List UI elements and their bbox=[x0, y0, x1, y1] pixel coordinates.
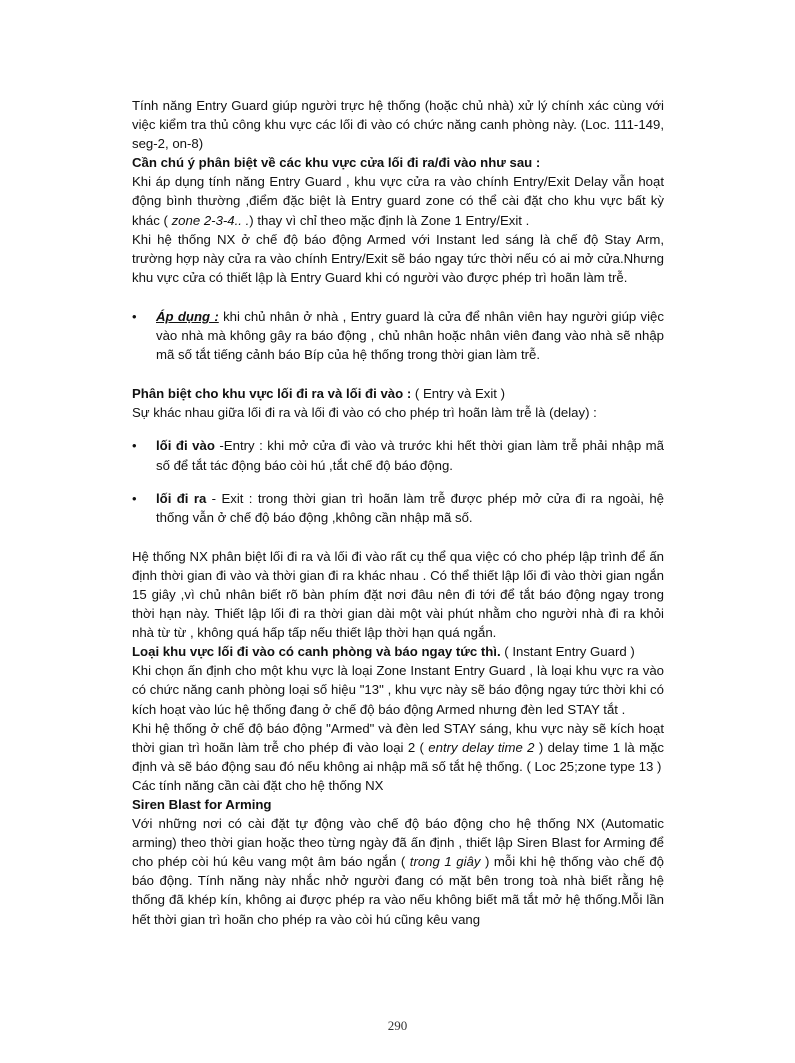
bullet-text: khi chủ nhân ở nhà , Entry guard là cửa để nhân viên hay người giúp việc vào nhà mà không gây ra báo động , chủ nhân hoặc nhân viên đang vào nhà sẽ nhập mã số tắt tiếng cảnh báo Bíp của hệ thống trong thời gian làm trễ. bbox=[156, 308, 664, 363]
heading-text: Cần chú ý phân biệt về các khu vực cửa lối đi ra/đi vào như sau : bbox=[132, 155, 541, 171]
nx-distinguish-paragraph: Hệ thống NX phân biệt lối đi ra và lối đi vào rất cụ thể qua việc có cho phép lập trình để ấn định thời gian đi vào và thời gian đi ra khác nhau . Có thể thiết lập lối đi vào thời gian ngắn 15 giây ,vì chủ nhân biết rõ bàn phím đặt nơi đâu nên đi tới để tắt báo động ngay trong thời hạn này. Thiết lập lối đi ra thời gian dài một vài phút nhằm cho người nhà đi ra khỏi nhà từ từ , không quá hấp tấp nếu thiết lập thời hạn quá ngắn. bbox=[132, 548, 664, 641]
section-heading-siren-blast: Siren Blast for Arming bbox=[132, 797, 272, 812]
page-number: 290 bbox=[387, 1018, 408, 1033]
difference-paragraph: Sự khác nhau giữa lối đi ra và lối đi vào có cho phép trì hoãn làm trễ là (delay) : bbox=[132, 405, 597, 421]
heading-tail: ( Entry và Exit ) bbox=[411, 386, 506, 402]
list-item-exit bbox=[132, 489, 664, 527]
heading-tail: ( Instant Entry Guard ) bbox=[500, 644, 635, 660]
heading-text: Loại khu vực lối đi vào có canh phòng và báo ngay tức thì. bbox=[132, 644, 501, 660]
list-item-ap-dung bbox=[132, 307, 664, 364]
text-run: Khi hệ thống ở chế độ báo động "Armed" và đèn led STAY sáng, khu vực này sẽ kích hoạt thời gian trì hoãn làm trễ cho phép đi vào loại 2 ( bbox=[132, 720, 664, 755]
section-heading-entry-exit bbox=[132, 384, 664, 403]
zone-type-13-paragraph: Khi chọn ấn định cho một khu vực là loại Zone Instant Entry Guard , là loại khu vực ra vào có chức năng canh phòng loại số hiệu "13" , khu vực này sẽ báo động ngay tức thời khi có kích hoạt vào lúc hệ thống đang ở chế độ báo động Armed nhưng đèn led STAY tắt . bbox=[132, 663, 664, 717]
siren-blast-paragraph bbox=[132, 814, 664, 929]
italic-text: trong 1 giây bbox=[409, 854, 481, 870]
stay-arm-paragraph: Khi hệ thống NX ở chế độ báo động Armed với Instant led sáng là chế độ Stay Arm, trường hợp này cửa ra vào chính Entry/Exit sẽ báo ngay tức thời nếu có ai mở cửa.Nhưng khu vực cửa có thiết lập là Entry Guard khi có người vào được phép trì hoãn làm trễ. bbox=[132, 231, 664, 285]
text-run: Với những nơi có cài đặt tự động vào chế độ báo động cho hệ thống NX (Automatic arming) theo thời gian hoặc theo từng ngày đã ấn định , thiết lập Siren Blast for Arming để cho phép còi hú kêu vang một âm báo ngắn ( bbox=[132, 816, 664, 870]
intro-paragraph: Tính năng Entry Guard giúp người trực hệ thống (hoặc chủ nhà) xử lý chính xác cùng với việc kiểm tra thủ công khu vực các lối đi vào có chức năng canh phòng này. (Loc. 111-149, seg-2, on-8) bbox=[132, 98, 664, 152]
section-heading-instant-entry-guard bbox=[132, 642, 664, 661]
bullet-text: -Entry : khi mở cửa đi vào và trước khi hết thời gian làm trễ phải nhập mã số để tắt tác động báo còi hú ,tắt chế độ báo động. bbox=[156, 438, 664, 473]
list-item-entry bbox=[132, 436, 664, 474]
bullet-text: - Exit : trong thời gian trì hoãn làm trễ được phép mở cửa đi ra ngoài, hệ thống vẫn ở chế độ báo động ,không cần nhập mã số. bbox=[156, 490, 664, 525]
italic-text: zone 2-3-4.. . bbox=[171, 212, 250, 228]
heading-text: Phân biệt cho khu vực lối đi ra và lối đi vào : bbox=[132, 386, 412, 402]
text-run: ) thay vì chỉ theo mặc định là Zone 1 Entry/Exit . bbox=[249, 212, 530, 228]
bullet-label: Áp dụng : bbox=[156, 308, 219, 324]
bullet-icon: • bbox=[132, 308, 137, 324]
armed-stay-paragraph bbox=[132, 719, 664, 776]
text-run: Khi áp dụng tính năng Entry Guard , khu vực cửa ra vào chính Entry/Exit Delay vẫn hoạt động bình thường ,điểm đặc biệt là Entry guard zone có thể cài đặt cho khu vực bất kỳ khác ( bbox=[132, 174, 664, 228]
page-content bbox=[132, 96, 664, 929]
entry-guard-paragraph bbox=[132, 172, 664, 229]
bullet-label: lối đi ra bbox=[156, 490, 207, 506]
section-heading-distinguish-doors bbox=[132, 153, 664, 172]
text-run: ) delay time 1 là mặc định và sẽ báo động sau đó nếu không ai nhập mã số tắt hệ thống. ( Loc 25;zone type 13 ) bbox=[132, 739, 664, 774]
features-intro: Các tính năng cần cài đặt cho hệ thống NX bbox=[132, 777, 384, 793]
bullet-icon: • bbox=[132, 490, 137, 506]
text-run: ) mỗi khi hệ thống vào chế độ báo động. Tính năng này nhắc nhở người đang có mặt bên trong toà nhà biết rằng hệ thống đã khép kín, không ai được phép ra vào nếu không biết mã tắt mở hệ thống.Mỗi lần hết thời gian trì hoãn cho phép ra vào còi hú cũng kêu vang bbox=[132, 854, 664, 927]
italic-text: entry delay time 2 bbox=[428, 739, 535, 755]
bullet-icon: • bbox=[132, 438, 137, 454]
bullet-label: lối đi vào bbox=[156, 438, 215, 454]
